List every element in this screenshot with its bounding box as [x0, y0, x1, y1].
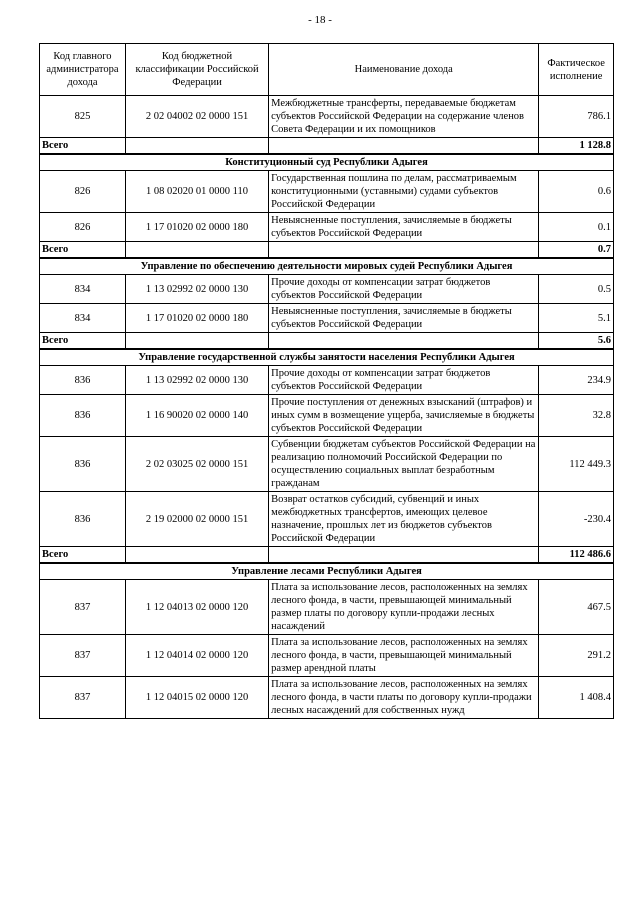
- total-label: Всего: [40, 547, 126, 564]
- revenue-name-cell: Плата за использование лесов, расположенных на землях лесного фонда, в части, превышающей минимальный размер платы по договору купли-продажи лесных насаждений: [269, 580, 539, 635]
- table-body: [40, 96, 614, 719]
- total-amount: 112 486.6: [539, 547, 614, 564]
- total-amount: 5.6: [539, 333, 614, 350]
- header-actual-amount: Фактическое исполнение: [539, 44, 614, 96]
- amount-cell: 1 408.4: [539, 677, 614, 719]
- total-empty-cell: [269, 138, 539, 155]
- total-empty-cell: [269, 242, 539, 259]
- amount-cell: 0.6: [539, 171, 614, 213]
- budget-code-cell: 1 12 04014 02 0000 120: [125, 635, 268, 677]
- total-amount: 1 128.8: [539, 138, 614, 155]
- amount-cell: 467.5: [539, 580, 614, 635]
- table-row: [40, 213, 614, 242]
- section-title-row: [40, 563, 614, 580]
- budget-code-cell: 1 08 02020 01 0000 110: [125, 171, 268, 213]
- total-empty-cell: [269, 547, 539, 564]
- section-title-row: [40, 349, 614, 366]
- amount-cell: 5.1: [539, 304, 614, 333]
- total-empty-cell: [125, 242, 268, 259]
- total-empty-cell: [125, 333, 268, 350]
- table-row: [40, 395, 614, 437]
- total-row: [40, 242, 614, 259]
- total-row: [40, 138, 614, 155]
- section-title: Управление по обеспечению деятельности мировых судей Республики Адыгея: [40, 258, 614, 275]
- total-row: [40, 333, 614, 350]
- table-row: [40, 437, 614, 492]
- revenue-name-cell: Межбюджетные трансферты, передаваемые бюджетам субъектов Российской Федерации на содержание членов Совета Федерации и их помощников: [269, 96, 539, 138]
- revenue-name-cell: Возврат остатков субсидий, субвенций и иных межбюджетных трансфертов, имеющих целевое назначение, прошлых лет из бюджетов субъектов Российской Федерации: [269, 492, 539, 547]
- admin-code-cell: 836: [40, 366, 126, 395]
- budget-code-cell: 1 12 04015 02 0000 120: [125, 677, 268, 719]
- table-row: [40, 677, 614, 719]
- revenue-name-cell: Невыясненные поступления, зачисляемые в бюджеты субъектов Российской Федерации: [269, 213, 539, 242]
- revenue-name-cell: Плата за использование лесов, расположенных на землях лесного фонда, в части, превышающей минимальный размер арендной платы: [269, 635, 539, 677]
- revenue-name-cell: Плата за использование лесов, расположенных на землях лесного фонда, в части платы по договору купли-продажи лесных насаждений для собственных нужд: [269, 677, 539, 719]
- header-budget-code: Код бюджетной классификации Российской Федерации: [125, 44, 268, 96]
- budget-code-cell: 2 02 03025 02 0000 151: [125, 437, 268, 492]
- amount-cell: -230.4: [539, 492, 614, 547]
- total-label: Всего: [40, 138, 126, 155]
- amount-cell: 32.8: [539, 395, 614, 437]
- section-title: Управление государственной службы занятости населения Республики Адыгея: [40, 349, 614, 366]
- budget-code-cell: 1 12 04013 02 0000 120: [125, 580, 268, 635]
- total-empty-cell: [269, 333, 539, 350]
- amount-cell: 0.5: [539, 275, 614, 304]
- revenue-name-cell: Прочие доходы от компенсации затрат бюджетов субъектов Российской Федерации: [269, 275, 539, 304]
- admin-code-cell: 825: [40, 96, 126, 138]
- revenue-name-cell: Невыясненные поступления, зачисляемые в бюджеты субъектов Российской Федерации: [269, 304, 539, 333]
- budget-code-cell: 2 02 04002 02 0000 151: [125, 96, 268, 138]
- amount-cell: 786.1: [539, 96, 614, 138]
- revenue-name-cell: Прочие доходы от компенсации затрат бюджетов субъектов Российской Федерации: [269, 366, 539, 395]
- revenue-name-cell: Прочие поступления от денежных взысканий (штрафов) и иных сумм в возмещение ущерба, зачисляемые в бюджеты субъектов Российской Федерации: [269, 395, 539, 437]
- table-row: [40, 304, 614, 333]
- admin-code-cell: 836: [40, 437, 126, 492]
- total-empty-cell: [125, 138, 268, 155]
- table-row: [40, 275, 614, 304]
- table-row: [40, 96, 614, 138]
- revenue-name-cell: Государственная пошлина по делам, рассматриваемым конституционными (уставными) судами субъектов Российской Федерации: [269, 171, 539, 213]
- admin-code-cell: 826: [40, 213, 126, 242]
- budget-code-cell: 1 16 90020 02 0000 140: [125, 395, 268, 437]
- revenue-name-cell: Субвенции бюджетам субъектов Российской Федерации на реализацию полномочий Российской Федерации по осуществлению социальных выплат безработным гражданам: [269, 437, 539, 492]
- header-admin-code: Код главного администратора дохода: [40, 44, 126, 96]
- admin-code-cell: 826: [40, 171, 126, 213]
- admin-code-cell: 834: [40, 275, 126, 304]
- total-label: Всего: [40, 242, 126, 259]
- amount-cell: 234.9: [539, 366, 614, 395]
- admin-code-cell: 834: [40, 304, 126, 333]
- total-amount: 0.7: [539, 242, 614, 259]
- budget-code-cell: 1 17 01020 02 0000 180: [125, 213, 268, 242]
- admin-code-cell: 836: [40, 395, 126, 437]
- total-empty-cell: [125, 547, 268, 564]
- admin-code-cell: 837: [40, 677, 126, 719]
- budget-code-cell: 1 13 02992 02 0000 130: [125, 366, 268, 395]
- page-number: - 18 -: [308, 14, 332, 26]
- table-row: [40, 580, 614, 635]
- admin-code-cell: 836: [40, 492, 126, 547]
- admin-code-cell: 837: [40, 635, 126, 677]
- table-row: [40, 492, 614, 547]
- header-revenue-name: Наименование дохода: [269, 44, 539, 96]
- budget-code-cell: 1 13 02992 02 0000 130: [125, 275, 268, 304]
- budget-code-cell: 1 17 01020 02 0000 180: [125, 304, 268, 333]
- section-title: Конституционный суд Республики Адыгея: [40, 154, 614, 171]
- table-header: [40, 44, 614, 96]
- amount-cell: 112 449.3: [539, 437, 614, 492]
- table-row: [40, 366, 614, 395]
- section-title-row: [40, 258, 614, 275]
- amount-cell: 291.2: [539, 635, 614, 677]
- total-row: [40, 547, 614, 564]
- revenue-table: [39, 43, 614, 719]
- admin-code-cell: 837: [40, 580, 126, 635]
- budget-code-cell: 2 19 02000 02 0000 151: [125, 492, 268, 547]
- section-title: Управление лесами Республики Адыгея: [40, 563, 614, 580]
- table-row: [40, 635, 614, 677]
- table-row: [40, 171, 614, 213]
- amount-cell: 0.1: [539, 213, 614, 242]
- total-label: Всего: [40, 333, 126, 350]
- section-title-row: [40, 154, 614, 171]
